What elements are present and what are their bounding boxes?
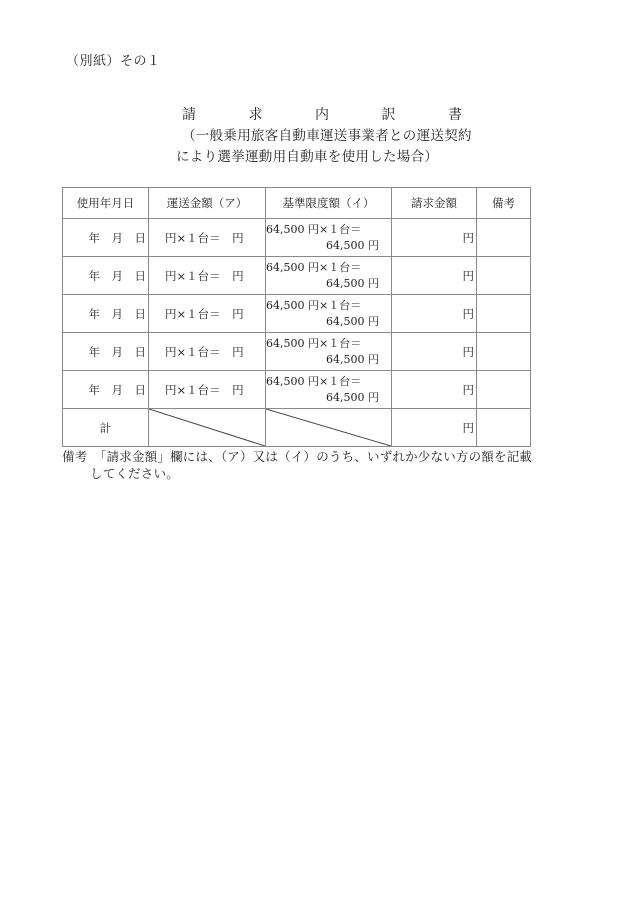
struck-out-cell xyxy=(266,409,392,447)
claim-amount-cell[interactable]: 円 xyxy=(392,371,477,409)
base-limit-cell: 64,500 円×１台＝ 64,500 円 xyxy=(266,333,392,371)
usage-date-cell[interactable]: 年 月 日 xyxy=(63,219,149,257)
note-line-2: してください。 xyxy=(90,466,179,481)
claim-amount-cell[interactable]: 円 xyxy=(392,257,477,295)
header-transport-amount: 運送金額（ア） xyxy=(149,188,266,219)
remarks-cell[interactable] xyxy=(477,371,531,409)
document-title xyxy=(182,104,462,124)
usage-date-cell[interactable]: 年 月 日 xyxy=(63,333,149,371)
transport-amount-cell[interactable]: 円×１台＝ 円 xyxy=(149,371,266,409)
remarks-note xyxy=(62,448,532,482)
transport-amount-cell[interactable]: 円×１台＝ 円 xyxy=(149,219,266,257)
table-row xyxy=(63,371,531,409)
transport-amount-cell[interactable]: 円×１台＝ 円 xyxy=(149,333,266,371)
usage-date-cell[interactable]: 年 月 日 xyxy=(63,295,149,333)
claim-amount-cell[interactable]: 円 xyxy=(392,219,477,257)
document-subtitle xyxy=(176,126,472,168)
claim-amount-cell[interactable]: 円 xyxy=(392,295,477,333)
title-char: 求 xyxy=(248,107,263,123)
remarks-cell[interactable] xyxy=(477,219,531,257)
subtitle-line-1: （一般乗用旅客自動車運送事業者との運送契約 xyxy=(182,128,472,144)
table-row xyxy=(63,295,531,333)
remarks-cell[interactable] xyxy=(477,333,531,371)
usage-date-cell[interactable]: 年 月 日 xyxy=(63,371,149,409)
table-total-row xyxy=(63,409,531,447)
total-claim-amount-cell[interactable]: 円 xyxy=(392,409,477,447)
total-label: 計 xyxy=(63,409,149,447)
header-claim-amount: 請求金額 xyxy=(392,188,477,219)
title-char: 内 xyxy=(315,107,329,123)
total-remarks-cell[interactable] xyxy=(477,409,531,447)
annex-label: （別紙）その１ xyxy=(66,54,161,69)
remarks-cell[interactable] xyxy=(477,257,531,295)
base-limit-cell: 64,500 円×１台＝ 64,500 円 xyxy=(266,219,392,257)
claim-amount-cell[interactable]: 円 xyxy=(392,333,477,371)
struck-out-cell xyxy=(149,409,266,447)
note-line-1: 備考 「請求金額」欄には、（ア）又は（イ）のうち、いずれか少ない方の額を記載 xyxy=(62,449,533,464)
table-row xyxy=(63,333,531,371)
title-char: 書 xyxy=(448,107,462,123)
base-limit-cell: 64,500 円×１台＝ 64,500 円 xyxy=(266,371,392,409)
claim-breakdown-table xyxy=(62,187,531,447)
table-row xyxy=(63,219,531,257)
table-row xyxy=(63,257,531,295)
usage-date-cell[interactable]: 年 月 日 xyxy=(63,257,149,295)
diagonal-strike-line xyxy=(149,409,265,446)
transport-amount-cell[interactable]: 円×１台＝ 円 xyxy=(149,295,266,333)
header-remarks: 備考 xyxy=(477,188,531,219)
title-char: 請 xyxy=(182,107,196,123)
remarks-cell[interactable] xyxy=(477,295,531,333)
table-header-row xyxy=(63,188,531,219)
diagonal-strike-line xyxy=(266,409,391,446)
header-usage-date: 使用年月日 xyxy=(63,188,149,219)
subtitle-line-2: により選挙運動用自動車を使用した場合） xyxy=(176,149,439,165)
base-limit-cell: 64,500 円×１台＝ 64,500 円 xyxy=(266,257,392,295)
header-base-limit: 基準限度額（イ） xyxy=(266,188,392,219)
title-char: 訳 xyxy=(381,107,396,123)
base-limit-cell: 64,500 円×１台＝ 64,500 円 xyxy=(266,295,392,333)
transport-amount-cell[interactable]: 円×１台＝ 円 xyxy=(149,257,266,295)
